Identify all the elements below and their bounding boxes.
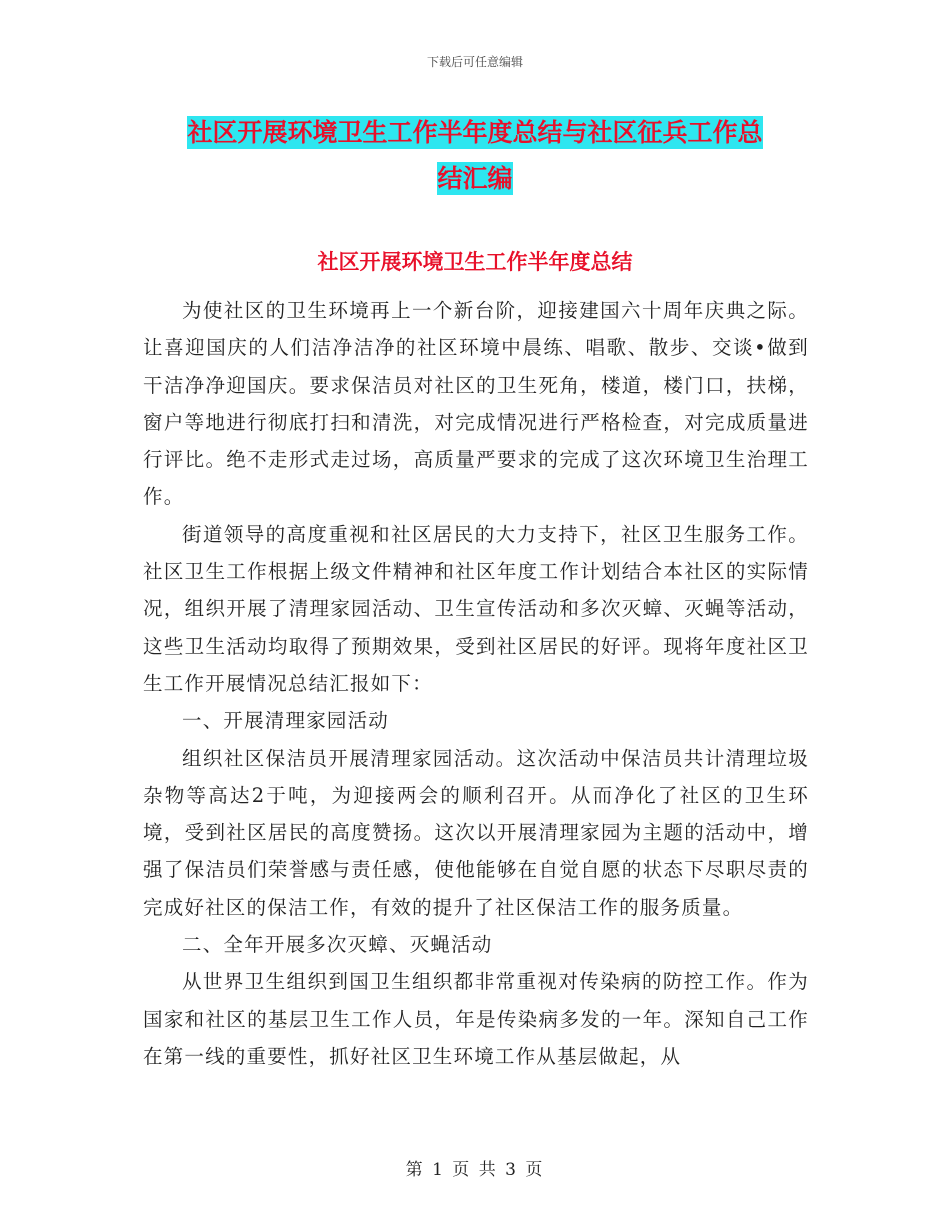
section-heading: 二、全年开展多次灭蟑、灭蝇活动 [182, 933, 493, 957]
main-title-line-1: 社区开展环境卫生工作半年度总结与社区征兵工作总 [187, 118, 763, 147]
section-heading: 一、开展清理家园活动 [182, 709, 390, 733]
main-title [120, 110, 830, 202]
paragraph: 街道领导的高度重视和社区居民的大力支持下，社区卫生服务工作。社区卫生工作根据上级文件精神和社区年度工作计划结合本社区的实际情况，组织开展了清理家园活动、卫生宣传活动和多次灭蟑、灭蝇等活动，这些卫生活动均取得了预期效果，受到社区居民的好评。现将年度社区卫生工作开展情况总结汇报如下： [143, 522, 809, 695]
paragraph: 为使社区的卫生环境再上一个新台阶，迎接建国六十周年庆典之际。让喜迎国庆的人们洁净洁净的社区环境中晨练、唱歌、散步、交谈•做到干洁净净迎国庆。要求保洁员对社区的卫生死角，楼道，楼门口，扶梯，窗户等地进行彻底打扫和清洗，对完成情况进行严格检查，对完成质量进行评比。绝不走形式走过场，高质量严要求的完成了这次环境卫生治理工作。 [143, 299, 809, 509]
page-footer: 第 1 页 共 3 页 [405, 1160, 545, 1180]
paragraph: 从世界卫生组织到国卫生组织都非常重视对传染病的防控工作。作为国家和社区的基层卫生工作人员，年是传染病多发的一年。深知自己工作在第一线的重要性，抓好社区卫生环境工作从基层做起，从 [143, 970, 809, 1068]
body-text [143, 292, 809, 1075]
main-title-line-2: 结汇编 [437, 164, 513, 193]
header-note: 下载后可任意编辑 [426, 55, 523, 69]
paragraph: 组织社区保洁员开展清理家园活动。这次活动中保洁员共计清理垃圾杂物等高达2于吨，为迎接两会的顺利召开。从而净化了社区的卫生环境，受到社区居民的高度赞扬。这次以开展清理家园为主题的活动中，增强了保洁员们荣誉感与责任感，使他能够在自觉自愿的状态下尽职尽责的完成好社区的保洁工作，有效的提升了社区保洁工作的服务质量。 [143, 746, 809, 919]
section-title: 社区开展环境卫生工作半年度总结 [317, 250, 633, 274]
